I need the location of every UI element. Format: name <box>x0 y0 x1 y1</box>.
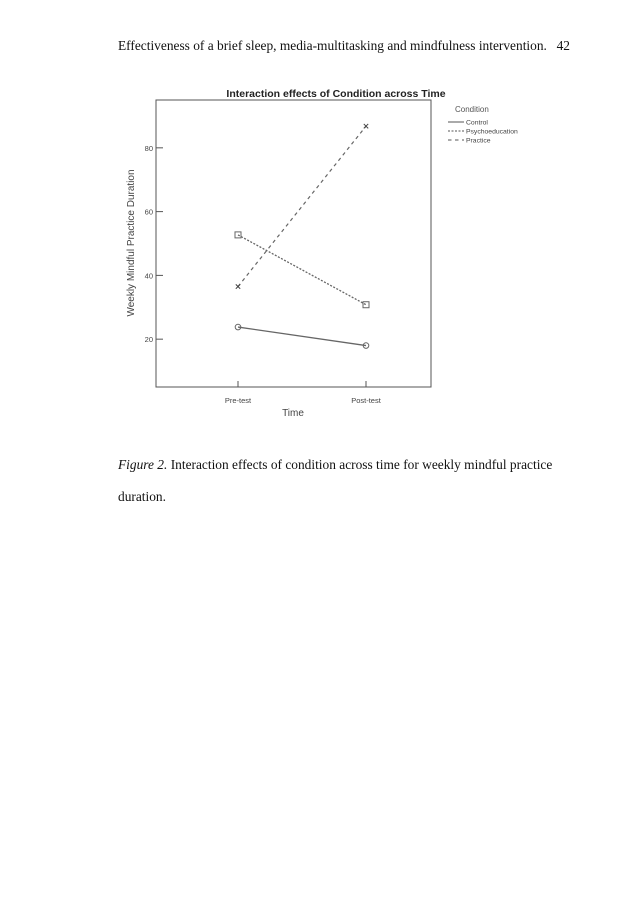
series-line-1 <box>238 235 366 305</box>
figure-caption <box>118 449 558 513</box>
plot-frame <box>156 100 431 387</box>
legend <box>448 105 518 145</box>
y-axis-label: Weekly Mindful Practice Duration <box>126 169 137 317</box>
series-layer <box>235 124 369 348</box>
legend-label-0: Control <box>466 119 488 127</box>
chart-title: Interaction effects of Condition across Time <box>226 88 446 100</box>
interaction-chart <box>118 80 538 420</box>
y-tick-label-2: 60 <box>144 207 153 217</box>
y-axis <box>145 144 163 344</box>
page-number: 42 <box>556 38 570 53</box>
legend-label-2: Practice <box>466 137 491 145</box>
y-tick-label-1: 40 <box>144 271 153 281</box>
figure <box>118 80 538 420</box>
series-1-point-1 <box>363 302 369 308</box>
series-2-point-1 <box>364 124 368 128</box>
y-tick-label-0: 20 <box>144 335 153 345</box>
series-2-point-0 <box>236 284 240 288</box>
figure-label: Figure 2. <box>118 457 168 472</box>
series-line-0 <box>238 327 366 345</box>
series-line-2 <box>238 126 366 286</box>
y-tick-label-3: 80 <box>144 143 153 153</box>
legend-label-1: Psychoeducation <box>466 128 518 136</box>
x-axis <box>225 381 382 405</box>
running-title: Effectiveness of a brief sleep, media-multitasking and mindfulness intervention. <box>118 38 547 53</box>
caption-text: Interaction effects of condition across time for weekly mindful practice duration. <box>118 457 553 504</box>
x-axis-label: Time <box>282 408 304 419</box>
legend-title: Condition <box>455 105 489 114</box>
x-tick-label-1: Post-test <box>351 396 381 405</box>
x-tick-label-0: Pre-test <box>224 396 252 405</box>
